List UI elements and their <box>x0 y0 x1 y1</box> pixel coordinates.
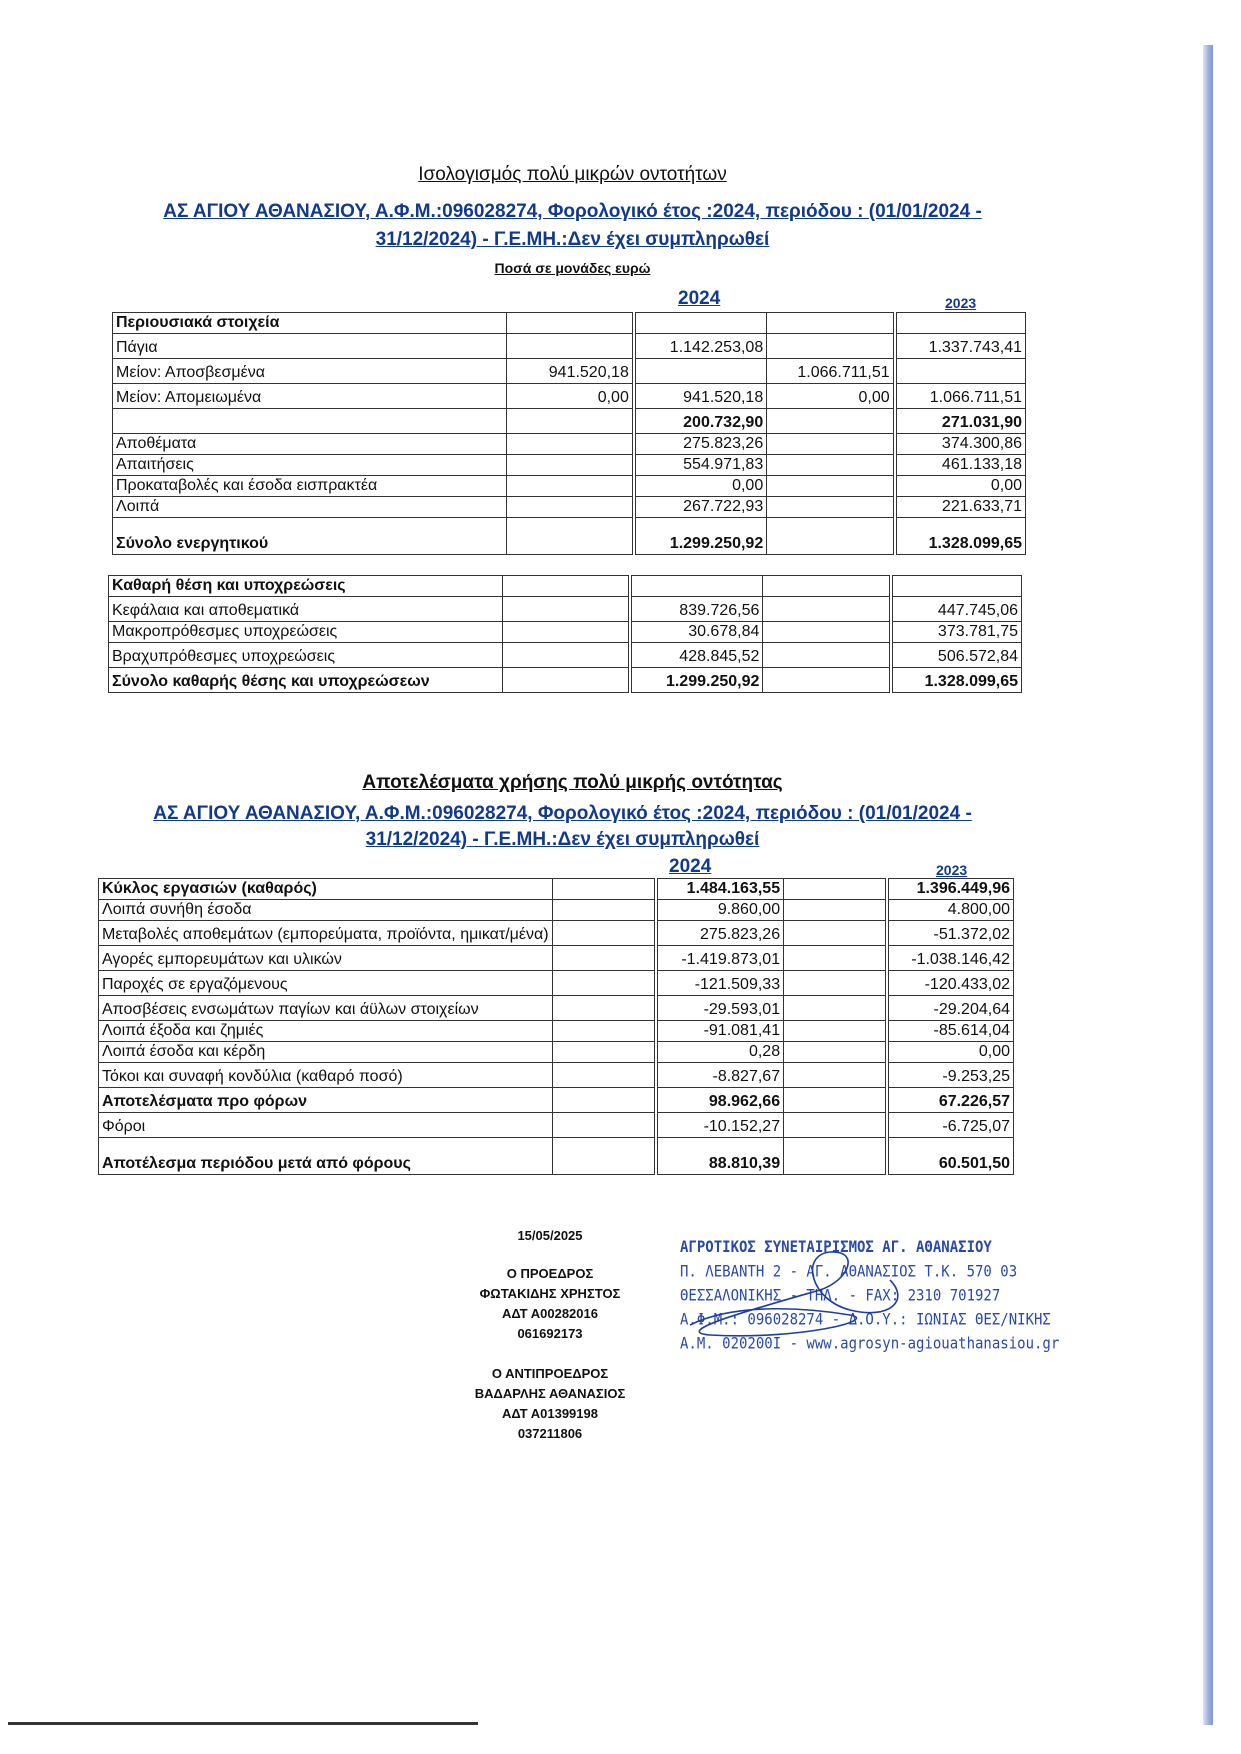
table-row <box>99 1138 1014 1175</box>
income-title: Αποτελέσματα χρήσης πολύ μικρής οντότητας <box>362 772 783 793</box>
amount-cell <box>502 668 630 693</box>
amount-cell <box>763 622 891 643</box>
amount-cell: 1.396.449,96 <box>887 879 1013 900</box>
row-label: Αποσβέσεις ενσωμάτων παγίων και άϋλων στοιχείων <box>99 996 553 1021</box>
amount-cell: 200.732,90 <box>634 409 767 434</box>
amount-cell <box>891 576 1022 597</box>
amount-cell <box>767 334 895 359</box>
amount-cell <box>767 409 895 434</box>
amount-cell: 60.501,50 <box>887 1138 1013 1175</box>
amount-cell: 0,00 <box>887 1042 1013 1063</box>
amount-cell <box>784 1042 888 1063</box>
row-label: Λοιπά έσοδα και κέρδη <box>99 1042 553 1063</box>
stamp-line3: ΘΕΣΣΑΛΟΝΙΚΗΣ - ΤΗΛ. - FAX: 2310 701927 <box>680 1286 1001 1305</box>
income-year-current: 2024 <box>669 856 712 877</box>
balance-entity-line2: 31/12/2024) - Γ.Ε.ΜΗ.:Δεν έχει συμπληρωθεί <box>375 229 770 250</box>
scan-edge-bottom <box>8 1722 478 1725</box>
amount-cell: 428.845,52 <box>630 643 763 668</box>
amount-cell: 1.066.711,51 <box>767 359 895 384</box>
table-row <box>99 879 1014 900</box>
balance-year-prior: 2023 <box>945 295 977 311</box>
amount-cell: 373.781,75 <box>891 622 1022 643</box>
amount-cell <box>784 1138 888 1175</box>
amount-cell: 0,00 <box>506 384 634 409</box>
signature-date: 15/05/2025 <box>517 1228 583 1243</box>
amount-cell: 1.142.253,08 <box>634 334 767 359</box>
amount-cell <box>630 576 763 597</box>
table-row <box>113 476 1026 497</box>
income-year-prior: 2023 <box>936 862 968 878</box>
amount-cell <box>506 434 634 455</box>
row-label: Βραχυπρόθεσμες υποχρεώσεις <box>109 643 503 668</box>
row-label: Τόκοι και συναφή κονδύλια (καθαρό ποσό) <box>99 1063 553 1088</box>
amount-cell: 275.823,26 <box>656 921 784 946</box>
table-row <box>109 668 1022 693</box>
row-label: Κύκλος εργασιών (καθαρός) <box>99 879 553 900</box>
amount-cell <box>552 1042 656 1063</box>
amount-cell: 1.299.250,92 <box>630 668 763 693</box>
table-row <box>113 384 1026 409</box>
amount-cell: 267.722,93 <box>634 497 767 518</box>
assets-table <box>112 312 1026 555</box>
amount-cell <box>502 643 630 668</box>
president-afm: 061692173 <box>517 1326 583 1341</box>
amount-cell <box>552 946 656 971</box>
table-row <box>113 409 1026 434</box>
amount-cell <box>502 597 630 622</box>
amount-cell: 0,28 <box>656 1042 784 1063</box>
stamp-line1: ΑΓΡΟΤΙΚΟΣ ΣΥΝΕΤΑΙΡΙΣΜΟΣ ΑΓ. ΑΘΑΝΑΣΙΟΥ <box>680 1238 992 1257</box>
amount-cell: -10.152,27 <box>656 1113 784 1138</box>
row-label: Προκαταβολές και έσοδα εισπρακτέα <box>113 476 507 497</box>
amount-cell: 941.520,18 <box>506 359 634 384</box>
president-id: ΑΔΤ Α00282016 <box>502 1306 598 1321</box>
amount-cell <box>506 313 634 334</box>
amount-cell <box>552 1063 656 1088</box>
row-label: Λοιπά <box>113 497 507 518</box>
table-row <box>113 497 1026 518</box>
amount-cell: 1.299.250,92 <box>634 518 767 555</box>
amount-cell: 1.337.743,41 <box>895 334 1026 359</box>
table-row <box>99 900 1014 921</box>
stamp-line5: Α.Μ. 020200Ι - www.agrosyn-agiouathanasiou.gr <box>680 1334 1060 1354</box>
amount-cell: 0,00 <box>634 476 767 497</box>
table-row <box>113 334 1026 359</box>
handwritten-signature <box>650 1240 980 1360</box>
amount-cell <box>552 996 656 1021</box>
vice-name: ΒΑΔΑΡΛΗΣ ΑΘΑΝΑΣΙΟΣ <box>474 1386 626 1401</box>
balance-year-current: 2024 <box>678 288 721 309</box>
amount-cell: -6.725,07 <box>887 1113 1013 1138</box>
table-row <box>99 1021 1014 1042</box>
income-table <box>98 878 1014 1175</box>
amount-cell: -1.038.146,42 <box>887 946 1013 971</box>
table-row <box>109 643 1022 668</box>
president-name: ΦΩΤΑΚΙΔΗΣ ΧΡΗΣΤΟΣ <box>479 1286 621 1301</box>
table-row <box>113 359 1026 384</box>
amount-cell <box>506 476 634 497</box>
amount-cell: -85.614,04 <box>887 1021 1013 1042</box>
amount-cell <box>552 1113 656 1138</box>
stamp-line2: Π. ΛΕΒΑΝΤΗ 2 - ΑΓ. ΑΘΑΝΑΣΙΟΣ Τ.Κ. 570 03 <box>680 1262 1018 1281</box>
president-role: Ο ΠΡΟΕΔΡΟΣ <box>506 1266 594 1281</box>
amount-cell <box>552 900 656 921</box>
amount-cell: -121.509,33 <box>656 971 784 996</box>
row-label: Μείον: Αποσβεσμένα <box>113 359 507 384</box>
vice-id: ΑΔΤ Α01399198 <box>502 1406 598 1421</box>
table-row <box>99 1113 1014 1138</box>
row-label: Σύνολο ενεργητικού <box>113 518 507 555</box>
amount-cell <box>552 1088 656 1113</box>
amount-cell: 1.328.099,65 <box>895 518 1026 555</box>
amount-cell: 98.962,66 <box>656 1088 784 1113</box>
amount-cell: 1.328.099,65 <box>891 668 1022 693</box>
row-label <box>113 409 507 434</box>
amount-cell: -1.419.873,01 <box>656 946 784 971</box>
amount-cell <box>506 497 634 518</box>
amount-cell <box>634 359 767 384</box>
amount-cell <box>767 434 895 455</box>
row-label: Παροχές σε εργαζόμενους <box>99 971 553 996</box>
amount-cell <box>767 518 895 555</box>
vice-president-block <box>420 1364 680 1444</box>
amount-cell <box>767 455 895 476</box>
amount-cell: 271.031,90 <box>895 409 1026 434</box>
table-row <box>109 597 1022 622</box>
amount-cell <box>552 971 656 996</box>
row-label: Περιουσιακά στοιχεία <box>113 313 507 334</box>
income-entity-line2: 31/12/2024) - Γ.Ε.ΜΗ.:Δεν έχει συμπληρωθεί <box>365 829 760 850</box>
table-row <box>99 946 1014 971</box>
amount-cell <box>895 359 1026 384</box>
table-row <box>99 921 1014 946</box>
amount-cell: 4.800,00 <box>887 900 1013 921</box>
table-row <box>113 518 1026 555</box>
liabilities-table <box>108 575 1022 693</box>
table-row <box>99 1042 1014 1063</box>
stamp-line4: Α.Φ.Μ.: 096028274 - Δ.Ο.Υ.: ΙΩΝΙΑΣ ΘΕΣ/ΝΙΚΗΣ <box>680 1310 1051 1330</box>
table-row <box>99 971 1014 996</box>
vice-afm: 037211806 <box>517 1426 583 1441</box>
vice-role: Ο ΑΝΤΙΠΡΟΕΔΡΟΣ <box>491 1366 609 1381</box>
row-label: Κεφάλαια και αποθεματικά <box>109 597 503 622</box>
amount-cell: 88.810,39 <box>656 1138 784 1175</box>
row-label: Αποθέματα <box>113 434 507 455</box>
table-row <box>113 455 1026 476</box>
amount-cell <box>784 1113 888 1138</box>
balance-entity-line1: ΑΣ ΑΓΙΟΥ ΑΘΑΝΑΣΙΟΥ, Α.Φ.Μ.:096028274, Φορολογικό έτος :2024, περιόδου : (01/01/2024 - <box>163 201 982 222</box>
amount-cell: -51.372,02 <box>887 921 1013 946</box>
table-row <box>99 996 1014 1021</box>
amount-cell: 554.971,83 <box>634 455 767 476</box>
amount-cell: -29.204,64 <box>887 996 1013 1021</box>
amount-cell <box>784 946 888 971</box>
scan-edge-right <box>1203 45 1213 1725</box>
amount-cell <box>784 996 888 1021</box>
amount-cell <box>767 476 895 497</box>
amount-cell <box>767 313 895 334</box>
row-label: Μεταβολές αποθεμάτων (εμπορεύματα, προϊόντα, ημικατ/μένα) <box>99 921 553 946</box>
amount-cell <box>763 643 891 668</box>
amount-cell: -120.433,02 <box>887 971 1013 996</box>
row-label: Αγορές εμπορευμάτων και υλικών <box>99 946 553 971</box>
amount-cell: 461.133,18 <box>895 455 1026 476</box>
signature-stroke <box>690 1252 898 1336</box>
amount-cell <box>552 921 656 946</box>
amount-cell <box>763 668 891 693</box>
amount-cell: 67.226,57 <box>887 1088 1013 1113</box>
amount-cell: -29.593,01 <box>656 996 784 1021</box>
table-row <box>99 1063 1014 1088</box>
amount-cell: -91.081,41 <box>656 1021 784 1042</box>
amount-cell: 374.300,86 <box>895 434 1026 455</box>
amount-cell: 221.633,71 <box>895 497 1026 518</box>
amount-cell: 506.572,84 <box>891 643 1022 668</box>
amount-cell <box>784 971 888 996</box>
amount-cell: 9.860,00 <box>656 900 784 921</box>
amount-cell: 0,00 <box>767 384 895 409</box>
amount-cell: 0,00 <box>895 476 1026 497</box>
row-label: Λοιπά έξοδα και ζημιές <box>99 1021 553 1042</box>
amount-cell <box>784 879 888 900</box>
amount-cell: 941.520,18 <box>634 384 767 409</box>
amount-cell <box>502 622 630 643</box>
amount-cell <box>784 1088 888 1113</box>
amount-cell <box>506 518 634 555</box>
amount-cell: 30.678,84 <box>630 622 763 643</box>
amount-cell: -9.253,25 <box>887 1063 1013 1088</box>
table-row <box>99 1088 1014 1113</box>
amount-cell: -8.827,67 <box>656 1063 784 1088</box>
table-row <box>109 622 1022 643</box>
row-label: Απαιτήσεις <box>113 455 507 476</box>
row-label: Σύνολο καθαρής θέσης και υποχρεώσεων <box>109 668 503 693</box>
amount-cell <box>506 409 634 434</box>
row-label: Μείον: Απομειωμένα <box>113 384 507 409</box>
amount-cell <box>502 576 630 597</box>
amount-cell <box>552 879 656 900</box>
amount-cell <box>895 313 1026 334</box>
row-label: Καθαρή θέση και υποχρεώσεις <box>109 576 503 597</box>
amount-cell <box>784 900 888 921</box>
table-row <box>113 313 1026 334</box>
row-label: Αποτελέσματα προ φόρων <box>99 1088 553 1113</box>
income-entity-line1: ΑΣ ΑΓΙΟΥ ΑΘΑΝΑΣΙΟΥ, Α.Φ.Μ.:096028274, Φορολογικό έτος :2024, περιόδου : (01/01/2024 - <box>153 803 972 824</box>
table-row <box>113 434 1026 455</box>
president-block <box>420 1264 680 1344</box>
amount-cell <box>552 1021 656 1042</box>
amount-cell: 1.066.711,51 <box>895 384 1026 409</box>
row-label: Λοιπά συνήθη έσοδα <box>99 900 553 921</box>
balance-units: Ποσά σε μονάδες ευρώ <box>494 260 651 276</box>
amount-cell: 447.745,06 <box>891 597 1022 622</box>
row-label: Αποτέλεσμα περιόδου μετά από φόρους <box>99 1138 553 1175</box>
amount-cell <box>784 1063 888 1088</box>
amount-cell <box>784 1021 888 1042</box>
balance-title: Ισολογισμός πολύ μικρών οντοτήτων <box>418 164 727 185</box>
table-row <box>109 576 1022 597</box>
amount-cell <box>634 313 767 334</box>
amount-cell <box>506 455 634 476</box>
amount-cell <box>763 576 891 597</box>
amount-cell <box>552 1138 656 1175</box>
row-label: Μακροπρόθεσμες υποχρεώσεις <box>109 622 503 643</box>
amount-cell: 275.823,26 <box>634 434 767 455</box>
row-label: Φόροι <box>99 1113 553 1138</box>
amount-cell: 839.726,56 <box>630 597 763 622</box>
amount-cell <box>784 921 888 946</box>
amount-cell <box>767 497 895 518</box>
amount-cell <box>506 334 634 359</box>
row-label: Πάγια <box>113 334 507 359</box>
amount-cell: 1.484.163,55 <box>656 879 784 900</box>
amount-cell <box>763 597 891 622</box>
